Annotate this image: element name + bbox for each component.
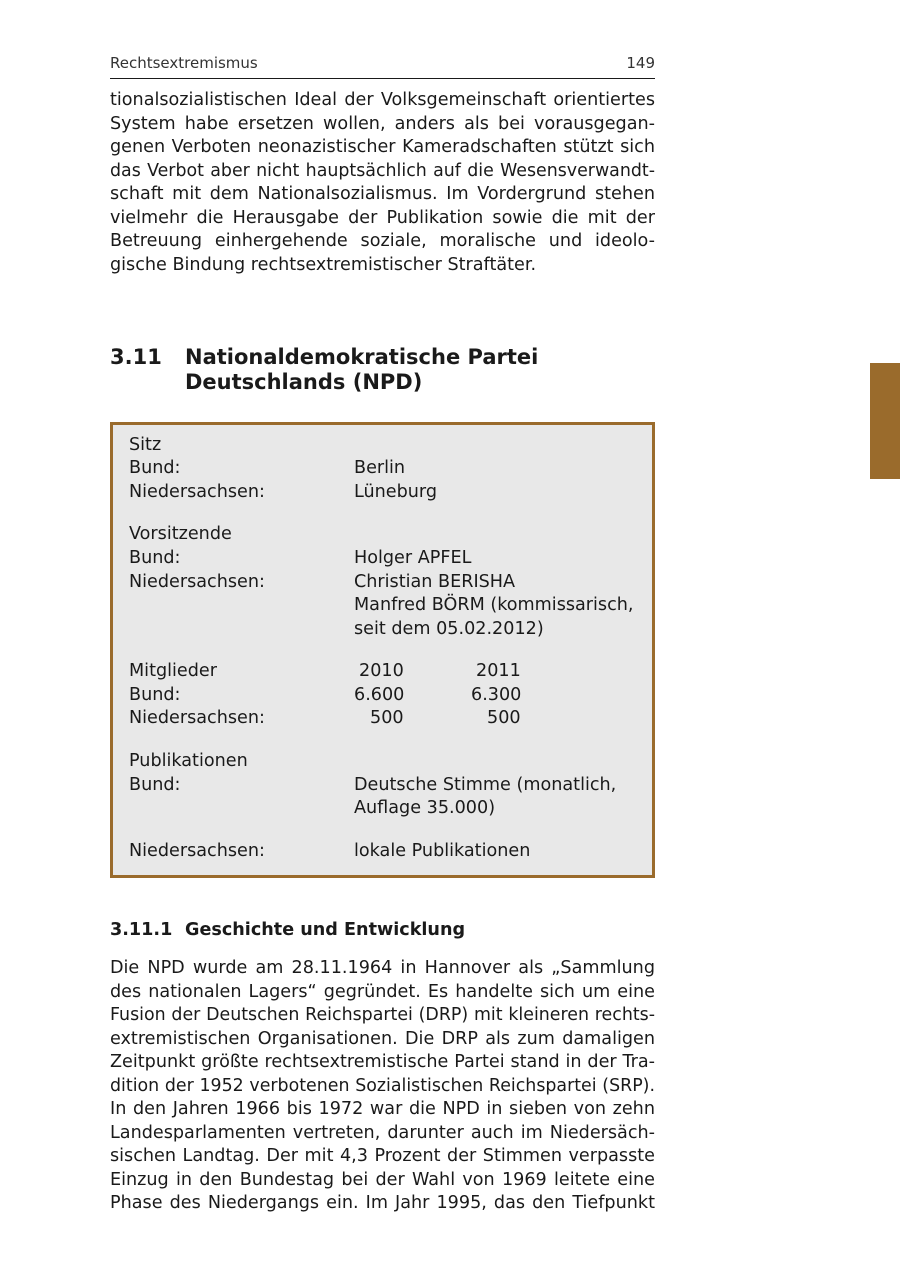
text-line: Landesparlamenten vertreten, darunter auch im Niedersäch-: [110, 1122, 655, 1143]
text-line: Fusion der Deutschen Reichspartei (DRP) mit kleineren rechts-: [110, 1005, 655, 1025]
subsection-number: 3.11.1: [110, 920, 173, 940]
sitz-nds-value: Lüneburg: [354, 482, 438, 502]
vorsitzende-nds-label: Niedersachsen:: [129, 572, 265, 592]
vorsitzende-bund-label: Bund:: [129, 548, 181, 568]
text-line: tionalsozialistischen Ideal der Volksgemeinschaft orientiertes: [110, 90, 655, 110]
text-line: sischen Landtag. Der mit 4,3 Prozent der Stimmen verpasste: [110, 1146, 655, 1166]
mitglieder-nds-2011: 500: [487, 708, 521, 728]
sitz-bund-value: Berlin: [354, 458, 406, 478]
vorsitzende-nds-value-3: seit dem 05.02.2012): [354, 619, 544, 639]
text-line: Phase des Niedergangs ein. Im Jahr 1995, das den Tiefpunkt: [110, 1193, 655, 1213]
mitglieder-nds-label: Niedersachsen:: [129, 708, 265, 728]
text-line: des nationalen Lagers“ gegründet. Es handelte sich um eine: [110, 981, 655, 1002]
publikationen-bund-value: Deutsche Stimme (monatlich,: [354, 775, 617, 795]
section-title-line: Nationaldemokratische Partei: [185, 345, 539, 369]
section-title-line: Deutschlands (NPD): [185, 370, 423, 394]
text-line: System habe ersetzen wollen, anders als bei vorausgegan-: [110, 113, 655, 134]
mitglieder-year-2011: 2011: [476, 661, 521, 681]
sitz-heading: Sitz: [129, 435, 162, 455]
chapter-thumb-tab: [870, 363, 900, 479]
text-line: In den Jahren 1966 bis 1972 war die NPD in sieben von zehn: [110, 1099, 655, 1119]
vorsitzende-nds-value-2: Manfred BÖRM (kommissarisch,: [354, 595, 634, 615]
sitz-nds-label: Niedersachsen:: [129, 482, 265, 502]
mitglieder-nds-2010: 500: [370, 708, 404, 728]
vorsitzende-heading: Vorsitzende: [129, 524, 232, 544]
sitz-bund-label: Bund:: [129, 458, 181, 478]
text-line: Die NPD wurde am 28.11.1964 in Hannover als „Sammlung: [110, 958, 655, 978]
text-line: extremistischen Organisationen. Die DRP als zum damaligen: [110, 1028, 655, 1049]
mitglieder-bund-label: Bund:: [129, 685, 181, 705]
mitglieder-heading: Mitglieder: [129, 661, 217, 681]
text-line: Zeitpunkt größte rechtsextremistische Partei stand in der Tra-: [110, 1052, 655, 1072]
mitglieder-year-2010: 2010: [359, 661, 404, 681]
vorsitzende-bund-value: Holger APFEL: [354, 548, 472, 568]
text-line: vielmehr die Herausgabe der Publikation sowie die mit der: [110, 207, 655, 228]
text-line: Einzug in den Bundestag bei der Wahl von 1969 leitete eine: [110, 1169, 655, 1190]
text-line: gische Bindung rechtsextremistischer Straftäter.: [110, 254, 537, 275]
mitglieder-bund-2011: 6.300: [471, 685, 522, 705]
running-header: [110, 52, 655, 79]
subsection-title: Geschichte und Entwicklung: [185, 920, 466, 940]
section-number: 3.11: [110, 345, 162, 369]
vorsitzende-nds-value: Christian BERISHA: [354, 572, 516, 592]
text-line: dition der 1952 verbotenen Sozialistischen Reichspartei (SRP).: [110, 1075, 655, 1096]
publikationen-nds-label: Niedersachsen:: [129, 841, 265, 861]
mitglieder-bund-2010: 6.600: [354, 685, 405, 705]
running-title: Rechtsextremismus: [110, 54, 258, 72]
body-paragraph: [110, 957, 655, 1216]
text-line: das Verbot aber nicht hauptsächlich auf die Wesensverwandt-: [110, 160, 655, 181]
text-line: Betreuung einhergehende soziale, moralische und ideolo-: [110, 231, 655, 251]
intro-paragraph: [110, 89, 655, 277]
publikationen-nds-value: lokale Publikationen: [354, 841, 531, 861]
publikationen-bund-value-2: Auflage 35.000): [354, 798, 496, 818]
section-title: [185, 345, 538, 395]
publikationen-bund-label: Bund:: [129, 775, 181, 795]
text-line: genen Verboten neonazistischer Kameradschaften stützt sich: [110, 137, 655, 157]
page-number: 149: [626, 54, 655, 72]
publikationen-heading: Publikationen: [129, 751, 248, 771]
text-line: schaft mit dem Nationalsozialismus. Im Vordergrund stehen: [110, 184, 655, 204]
npd-info-box: [110, 422, 655, 878]
